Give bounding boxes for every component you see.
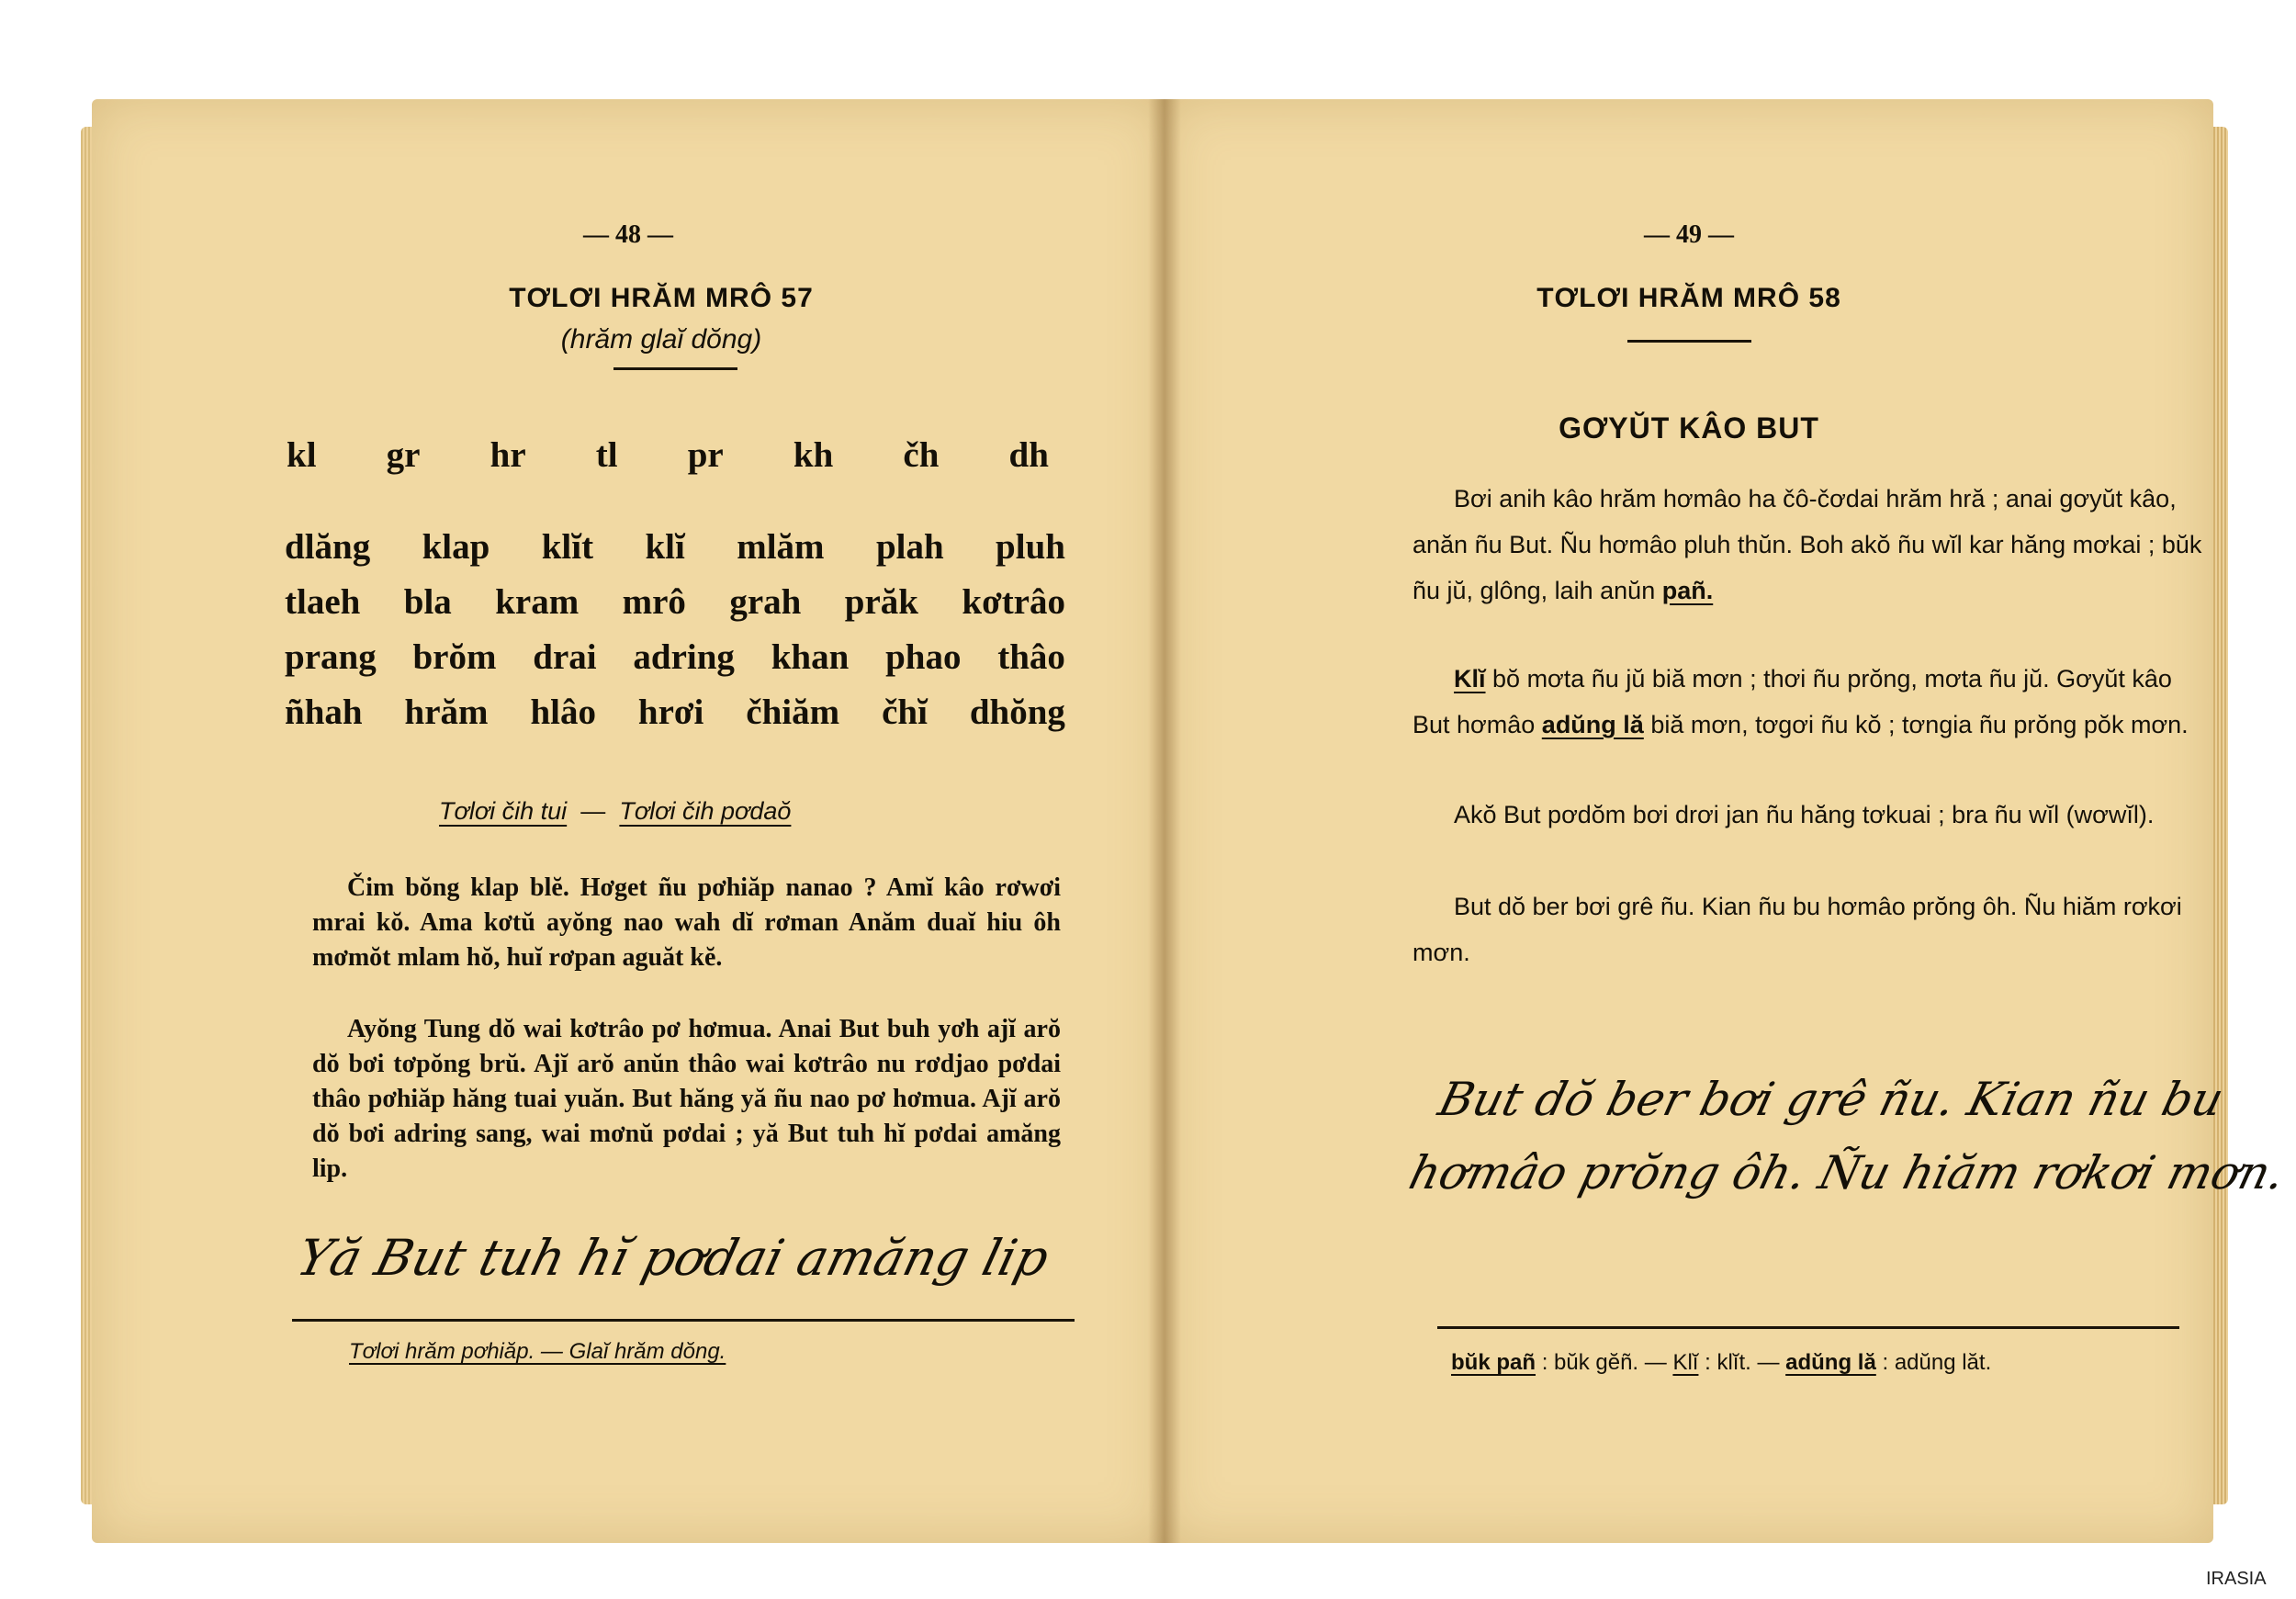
letter-cell: brŏm	[412, 637, 497, 677]
letter-cell: plah	[875, 527, 944, 567]
letter-cell: pr	[687, 435, 724, 475]
right-footer	[1451, 1350, 1991, 1376]
letter-cell: grah	[729, 582, 802, 622]
letters-row-1	[287, 434, 1049, 476]
left-handwriting-line: Yă But tuh hĭ pơdai amăng lip	[291, 1229, 1055, 1287]
left-page	[92, 99, 1165, 1543]
paragraph-2-text-a: bŏ mơta ñu jŭ biă mơn ; thơi ñu prŏng, mơta ñu jŭ. Gơyŭt kâo But hơmâo	[1412, 665, 2172, 738]
letter-cell: tl	[595, 435, 618, 475]
letter-cell: dlăng	[285, 527, 371, 567]
right-paragraph-4: But dŏ ber bơi grê ñu. Kian ñu bu hơmâo prŏng ôh. Ñu hiăm rơkơi mơn.	[1412, 893, 2182, 966]
right-handwriting-line-1: But dŏ ber bơi grê ñu. Kian ñu bu	[1433, 1073, 2229, 1126]
letter-cell: hlâo	[530, 693, 596, 732]
letter-cell: bla	[403, 582, 452, 622]
section-heading-dictation: Tơlơi čih pơdaŏ	[619, 797, 792, 825]
left-footer	[349, 1339, 726, 1365]
right-paragraph-3: Akŏ But pơdŏm bơi drơi jan ñu hăng tơkuai ; bra ñu wĭl (wơwĭl).	[1454, 801, 2155, 828]
footer-word-2: Klĭ	[1672, 1350, 1699, 1375]
letter-cell: thâo	[997, 637, 1065, 677]
left-page-number: — 48 —	[583, 220, 673, 249]
paragraph-2-text-b: biă mơn, tơgơi ñu kŏ ; tơngia ñu prŏng pŏk mơn.	[1650, 711, 2189, 738]
section-heading-dash: —	[580, 797, 606, 825]
letter-cell: mrô	[622, 582, 686, 622]
letters-row-5	[285, 692, 1065, 733]
letter-cell: klĭ	[645, 527, 685, 567]
letter-cell: kơtrâo	[962, 582, 1065, 622]
letter-cell: dh	[1008, 435, 1049, 475]
letters-row-4	[285, 636, 1065, 678]
story-title: GƠYŬT KÂO BUT	[1559, 411, 1819, 445]
right-lesson-title: TƠLƠI HRĂM MRÔ 58	[1536, 283, 1841, 313]
right-page-number: — 49 —	[1644, 220, 1734, 249]
left-lesson-title: TƠLƠI HRĂM MRÔ 57	[509, 283, 814, 313]
section-heading-copy: Tơlơi čih tui	[439, 797, 568, 825]
footer-lesson-label: Tơlơi hrăm pơhiăp. — Glaĭ hrăm dŏng.	[349, 1339, 726, 1364]
letter-cell: čh	[903, 435, 940, 475]
letter-cell: prăk	[844, 582, 918, 622]
book-gutter	[1148, 99, 1181, 1543]
letter-cell: klap	[422, 527, 490, 567]
right-title-rule	[1627, 340, 1751, 343]
right-page-edges	[2212, 127, 2228, 1504]
right-footer-rule	[1437, 1326, 2179, 1329]
letter-cell: dhŏng	[969, 693, 1065, 732]
right-paragraph-2	[1412, 656, 2202, 748]
footer-def-3: : adŭng lăt.	[1882, 1350, 1992, 1375]
left-footer-rule	[292, 1319, 1075, 1322]
vocab-word-adung-la: adŭng lă	[1541, 711, 1644, 738]
right-paragraph-1	[1412, 476, 2202, 614]
letter-cell: khan	[771, 637, 850, 677]
letters-row-2	[285, 526, 1065, 568]
vocab-word-pan: pañ.	[1661, 577, 1714, 604]
letter-cell: pluh	[996, 527, 1065, 567]
letter-cell: adring	[633, 637, 735, 677]
footer-word-1: bŭk pañ	[1451, 1350, 1536, 1375]
letter-cell: čhiăm	[746, 693, 840, 732]
letter-cell: hrơi	[637, 693, 704, 732]
left-lesson-subtitle: (hrăm glaĭ dŏng)	[560, 324, 762, 355]
writing-section-heading	[439, 797, 791, 826]
left-paragraph-2: Ayŏng Tung dŏ wai kơtrâo pơ hơmua. Anai But buh yơh ajĭ arŏ dŏ bơi tơpŏng brŭ. Ajĭ arŏ anŭn thâo wai kơtrâo nu rơdjao pơdai thâo pơhiăp hăng tuai yuăn. But hăng yă ñu nao pơ hơmua. Ajĭ arŏ dŏ bơi adring sang, wai mơnŭ pơdai ; yă But tuh hĭ pơdai amăng lip.	[312, 1015, 1061, 1183]
letter-cell: tlaeh	[285, 582, 361, 622]
right-handwriting-line-2: hơmâo prŏng ôh. Ñu hiăm rơkơi mơn.	[1403, 1146, 2291, 1199]
letter-cell: kram	[495, 582, 580, 622]
letter-cell: ñhah	[285, 693, 363, 732]
letter-cell: mlăm	[737, 527, 825, 567]
left-paragraph-1: Čim bŏng klap blĕ. Hơget ñu pơhiăp nanao ? Amĭ kâo rơwơi mrai kŏ. Ama kơtŭ ayŏng nao wah dĭ rơman Anăm duaĭ hiu ôh mơmŏt mlam hŏ, huĭ rơpan aguăt kĕ.	[312, 873, 1061, 972]
footer-def-1: : bŭk gĕñ. —	[1541, 1350, 1667, 1375]
letter-cell: hr	[490, 435, 526, 475]
letter-cell: phao	[885, 637, 962, 677]
right-page	[1165, 99, 2291, 1543]
letter-cell: klĭt	[541, 527, 594, 567]
vocab-word-kli: Klĭ	[1454, 665, 1486, 693]
letter-cell: kl	[287, 435, 317, 475]
letters-row-3	[285, 581, 1065, 623]
paragraph-1-text: Bơi anih kâo hrăm hơmâo ha čô-čơdai hrăm hră ; anai gơyŭt kâo, anăn ñu But. Ñu hơmâo pluh thŭn. Boh akŏ ñu wĭl kar hăng mơkai ; bŭk ñu jŭ, glông, laih anŭn	[1412, 485, 2202, 604]
letter-cell: hrăm	[404, 693, 489, 732]
letter-cell: gr	[386, 435, 421, 475]
letter-cell: drai	[533, 637, 597, 677]
left-title-rule	[613, 367, 737, 370]
letter-cell: čhĭ	[882, 693, 928, 732]
letter-cell: kh	[793, 435, 834, 475]
footer-def-2: : klĭt. —	[1705, 1350, 1780, 1375]
open-book	[92, 99, 2291, 1543]
footer-word-3: adŭng lă	[1785, 1350, 1876, 1375]
letter-cell: prang	[285, 637, 377, 677]
archive-signature: IRASIA	[2206, 1569, 2267, 1589]
